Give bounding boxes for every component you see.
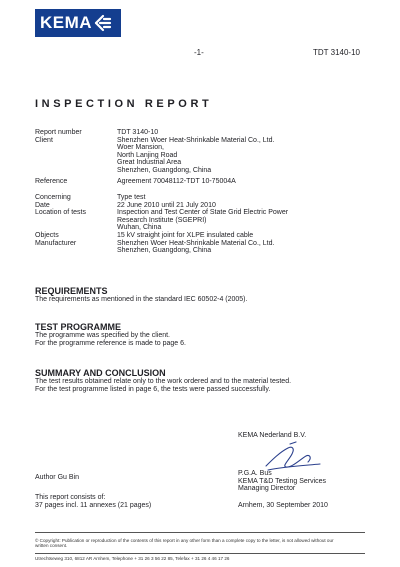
report-size-label: This report consists of:	[35, 494, 106, 501]
field-value: Shenzhen, Guangdong, China	[117, 166, 212, 174]
divider	[35, 553, 365, 554]
field-value: North Lanjing Road	[117, 151, 178, 159]
report-size	[35, 494, 151, 509]
field-location	[35, 209, 288, 232]
report-size-value: 37 pages incl. 11 annexes (21 pages)	[35, 501, 152, 509]
page-number: -1-	[194, 48, 204, 57]
field-report-number	[35, 129, 274, 137]
kema-mark-icon	[94, 14, 112, 32]
field-value: Wuhan, China	[117, 224, 162, 232]
copyright-line: © Copyright: Publication or reproduction of the contents of this report in any other form than a complete copy to the letter, is not allowed without our	[35, 538, 334, 543]
field-label: Reference	[35, 178, 68, 185]
author: Author Gu Bin	[35, 474, 79, 481]
signatory-block	[238, 470, 326, 493]
address-line: Utrechtseweg 310, 6812 AR Arnhem, Telephone + 31 26 3 56 22 85, Telefax + 31 26 4 46 17 26	[35, 556, 230, 561]
field-manufacturer	[35, 240, 288, 255]
programme-section	[35, 322, 186, 347]
place-date: Arnhem, 30 September 2010	[238, 502, 328, 509]
field-value: Inspection and Test Center of State Grid Electric Power	[117, 209, 289, 217]
field-value: Shenzhen Woer Heat-Shrinkable Material Co., Ltd.	[117, 239, 275, 247]
signature-image	[262, 440, 322, 472]
copyright-line: written consent.	[35, 543, 68, 549]
signatory-role: Managing Director	[238, 485, 296, 493]
field-value: Shenzhen Woer Heat-Shrinkable Material Co., Ltd.	[117, 136, 275, 144]
field-label: Manufacturer	[35, 239, 77, 247]
signatory-unit: KEMA T&D Testing Services	[238, 477, 327, 485]
company-name: KEMA Nederland B.V.	[238, 432, 307, 439]
field-value: Great Industrial Area	[117, 159, 182, 167]
copyright-notice	[35, 538, 334, 549]
requirements-section	[35, 286, 247, 304]
field-concerning	[35, 194, 288, 202]
field-value: Type test	[117, 194, 146, 201]
report-title: INSPECTION REPORT	[35, 98, 213, 110]
field-label: Concerning	[35, 194, 71, 201]
logo-text: KEMA	[40, 13, 93, 32]
section-heading: TEST PROGRAMME	[35, 322, 122, 332]
field-value: Research Institute (SGEPRI)	[117, 216, 207, 224]
field-value: Shenzhen, Guangdong, China	[117, 247, 212, 255]
client-fields	[35, 129, 274, 175]
section-text: For the test programme listed in page 6, the tests were passed successfully.	[35, 385, 271, 393]
field-value: Woer Mansion,	[117, 144, 164, 152]
section-heading: REQUIREMENTS	[35, 286, 108, 296]
signatory-name: P.G.A. Bus	[238, 470, 272, 477]
field-label: Date	[35, 201, 50, 209]
field-date	[35, 202, 288, 210]
field-value: 22 June 2010 until 21 July 2010	[117, 201, 216, 209]
field-client	[35, 137, 274, 175]
field-label: Location of tests	[35, 209, 86, 217]
field-value: 15 kV straight joint for XLPE insulated cable	[117, 231, 254, 239]
reference-field	[35, 178, 236, 186]
section-text: For the programme reference is made to page 6.	[35, 339, 186, 347]
summary-section	[35, 368, 291, 393]
field-value: Agreement 70048112-TDT 10-75004A	[117, 178, 236, 185]
section-heading: SUMMARY AND CONCLUSION	[35, 368, 166, 378]
field-label: Report number	[35, 129, 82, 136]
field-objects	[35, 232, 288, 240]
field-value: TDT 3140-10	[117, 129, 159, 136]
section-text: The test results obtained relate only to the work ordered and to the material tested.	[35, 378, 292, 385]
test-fields	[35, 194, 288, 255]
field-label: Objects	[35, 231, 59, 239]
section-text: The requirements as mentioned in the standard IEC 60502-4 (2005).	[35, 296, 248, 303]
document-id: TDT 3140-10	[313, 48, 360, 57]
kema-logo	[35, 9, 121, 37]
field-label: Client	[35, 136, 53, 144]
divider	[35, 532, 365, 533]
section-text: The programme was specified by the client.	[35, 332, 171, 339]
